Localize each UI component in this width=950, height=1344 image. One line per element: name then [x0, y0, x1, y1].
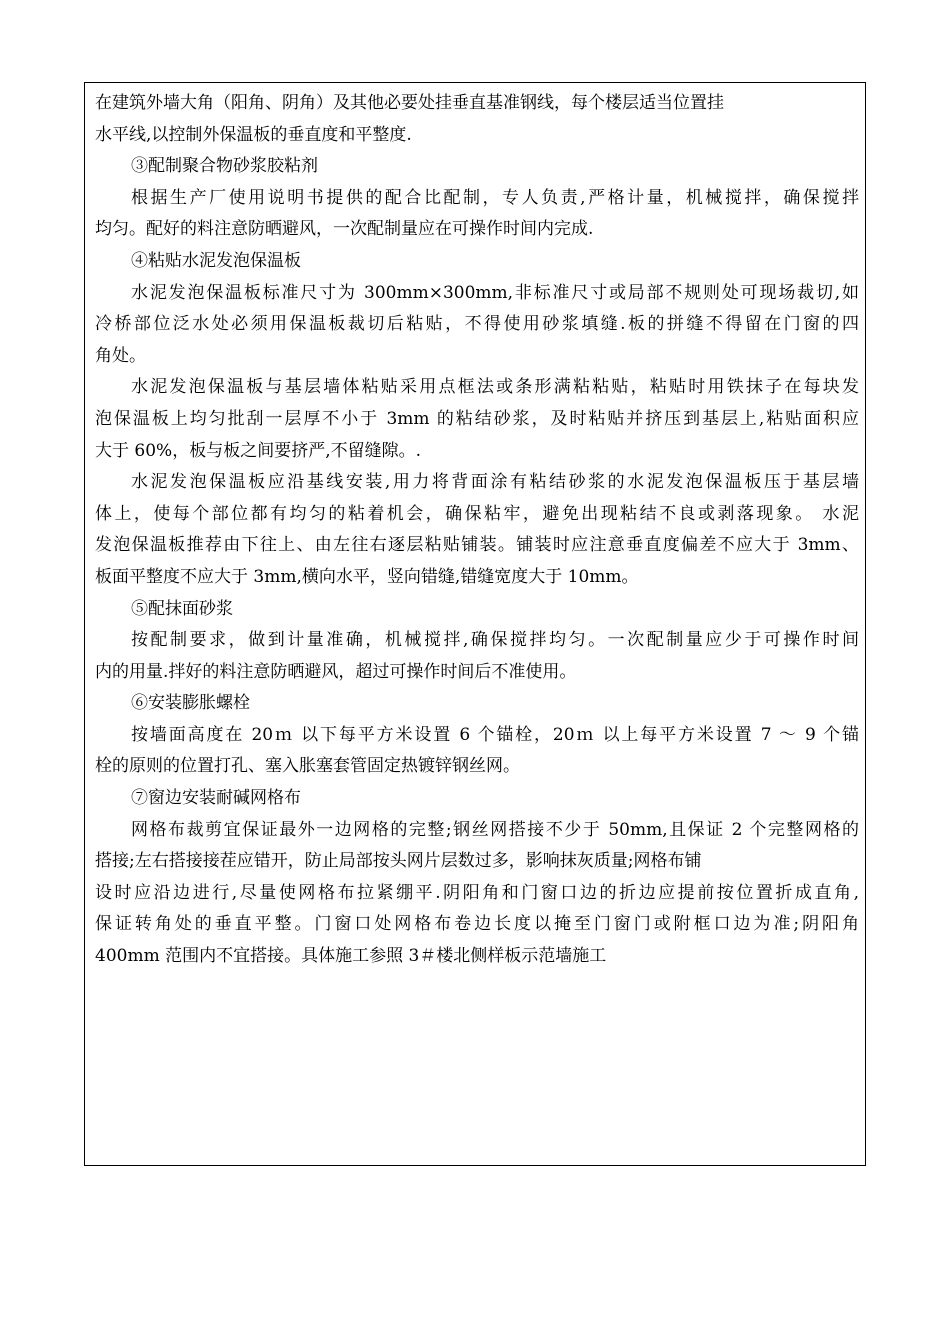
text-line: 大于 60%，板与板之间要挤严,不留缝隙。. [95, 440, 421, 461]
text-line: 设时应沿边进行,尽量使网格布拉紧绷平.阴阳角和门窗口边的折边应提前按位置折成直角, [95, 882, 859, 903]
text-line: 内的用量.拌好的料注意防晒避风，超过可操作时间后不准使用。 [95, 661, 577, 682]
content-table-cell [84, 82, 866, 1166]
text-line: 栓的原则的位置打孔、塞入胀塞套管固定热镀锌钢丝网。 [95, 756, 520, 777]
text-line: 发泡保温板推荐由下往上、由左往右逐层粘贴铺装。铺装时应注意垂直度偏差不应大于 3mm、 [95, 535, 859, 556]
text-line: 均匀。配好的料注意防晒避风，一次配制量应在可操作时间内完成. [95, 219, 594, 240]
text-line: 体上，使每个部位都有均匀的粘着机会，确保粘牢，避免出现粘结不良或剥落现象。 水泥 [95, 503, 859, 524]
text-line: 按墙面高度在 20ｍ 以下每平方米设置 6 个锚栓，20ｍ 以上每平方米设置 7 ～ 9 个锚 [131, 724, 859, 745]
text-line: 搭接;左右搭接接茬应错开，防止局部按头网片层数过多，影响抹灰质量;网格布铺 [95, 851, 702, 872]
text-line: 泡保温板上均匀批刮一层厚不小于 3mm 的粘结砂浆，及时粘贴并挤压到基层上,粘贴面积应 [95, 408, 859, 429]
text-line: 按配制要求，做到计量准确，机械搅拌,确保搅拌均匀。一次配制量应少于可操作时间 [131, 630, 859, 651]
text-line: ④粘贴水泥发泡保温板 [131, 250, 301, 271]
text-line: 水泥发泡保温板应沿基线安装,用力将背面涂有粘结砂浆的水泥发泡保温板压于基层墙 [131, 472, 859, 493]
text-line: 角处。 [95, 345, 146, 366]
text-line: ⑤配抹面砂浆 [131, 598, 233, 619]
text-line: 在建筑外墙大角（阳角、阴角）及其他必要处挂垂直基准钢线，每个楼层适当位置挂 [95, 93, 724, 113]
text-line: 冷桥部位泛水处必须用保温板裁切后粘贴，不得使用砂浆填缝.板的拼缝不得留在门窗的四 [95, 314, 859, 335]
text-line: 根据生产厂使用说明书提供的配合比配制，专人负责,严格计量，机械搅拌，确保搅拌 [131, 187, 859, 208]
text-line: 水泥发泡保温板标准尺寸为 300mm×300mm,非标准尺寸或局部不规则处可现场裁切,如 [131, 282, 859, 303]
text-line: 网格布裁剪宜保证最外一边网格的完整;钢丝网搭接不少于 50mm,且保证 2 个完整网格的 [131, 819, 859, 840]
text-line: 400mm 范围内不宜搭接。具体施工参照 3＃楼北侧样板示范墙施工 [95, 946, 607, 967]
text-line: ⑥安装膨胀螺栓 [131, 693, 250, 714]
text-line: ③配制聚合物砂浆胶粘剂 [131, 156, 318, 177]
text-line: ⑦窗边安装耐碱网格布 [131, 788, 301, 809]
document-body [95, 88, 859, 973]
text-line: 水平线,以控制外保温板的垂直度和平整度. [95, 124, 412, 145]
text-line: 保证转角处的垂直平整。门窗口处网格布卷边长度以掩至门窗门或附框口边为准;阴阳角 [95, 914, 859, 935]
text-line: 板面平整度不应大于 3mm,横向水平，竖向错缝,错缝宽度大于 10mm。 [95, 566, 639, 587]
text-line: 水泥发泡保温板与基层墙体粘贴采用点框法或条形满粘粘贴，粘贴时用铁抹子在每块发 [131, 377, 859, 398]
